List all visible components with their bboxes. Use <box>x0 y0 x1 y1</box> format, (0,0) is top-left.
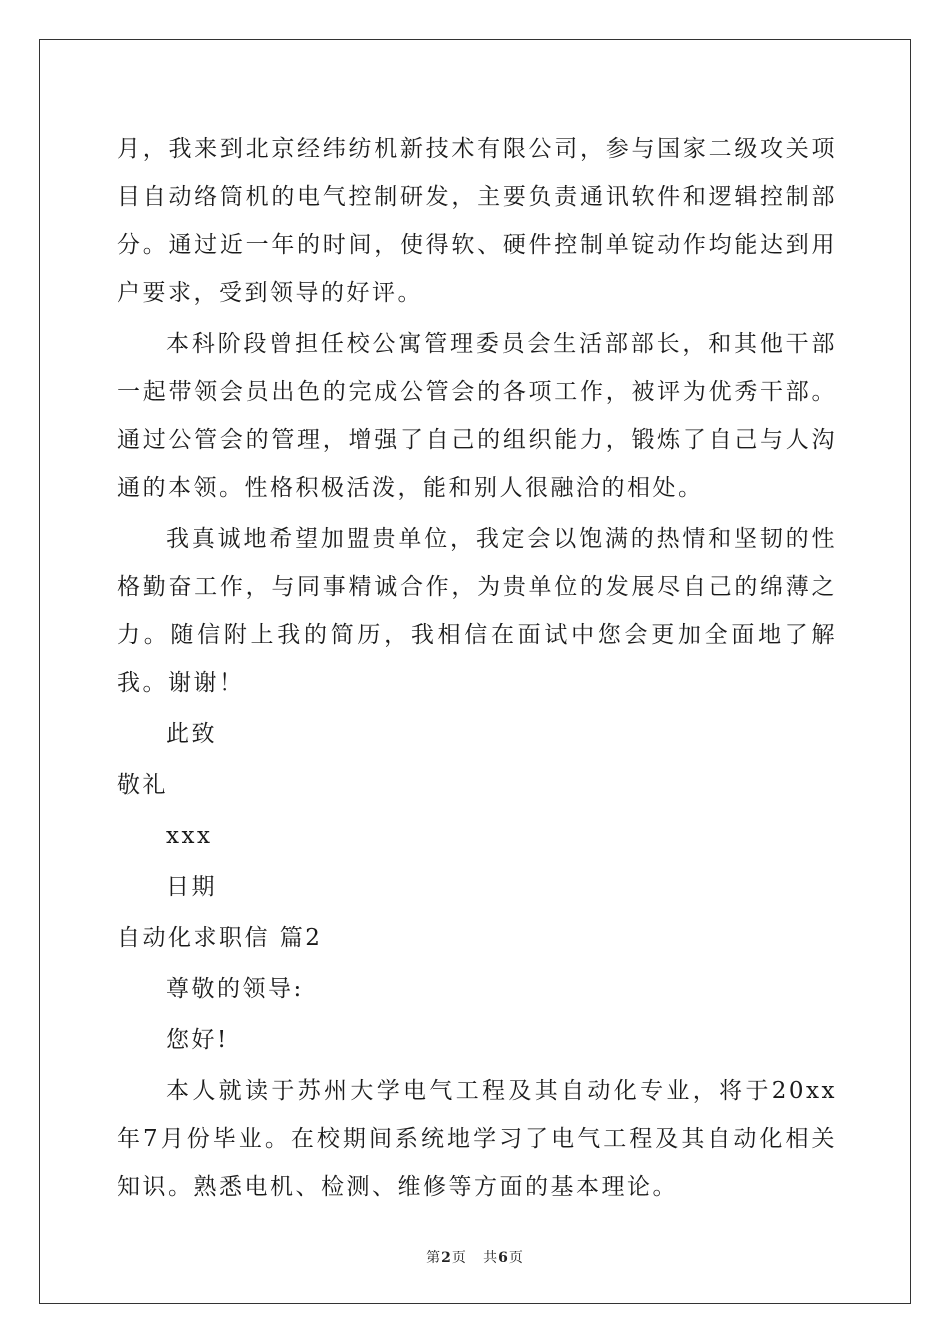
paragraph-student-leadership: 本科阶段曾担任校公寓管理委员会生活部部长，和其他干部一起带领会员出色的完成公管会的各项工作，被评为优秀干部。通过公管会的管理，增强了自己的组织能力，锻炼了自己与人沟通的本领。性格积极活泼，能和别人很融洽的相处。 <box>117 331 837 501</box>
page-footer <box>0 1247 950 1267</box>
total-suffix: 页 <box>508 1250 524 1266</box>
document-body <box>117 125 837 1214</box>
hello-line: 您好! <box>166 1027 229 1053</box>
page-suffix: 页 <box>451 1250 467 1266</box>
section-title: 自动化求职信 篇2 <box>117 925 323 951</box>
paragraph-education: 本人就读于苏州大学电气工程及其自动化专业，将于20xx年7月份毕业。在校期间系统地学习了电气工程及其自动化相关知识。熟悉电机、检测、维修等方面的基本理论。 <box>117 1078 837 1200</box>
greeting: 尊敬的领导: <box>166 976 304 1002</box>
total-pages: 6 <box>498 1250 509 1266</box>
signature-name: xxx <box>166 823 213 849</box>
paragraph-work-experience: 月，我来到北京经纬纺机新技术有限公司，参与国家二级攻关项目自动络筒机的电气控制研发，主要负责通讯软件和逻辑控制部分。通过近一年的时间，使得软、硬件控制单锭动作均能达到用户要求，受到领导的好评。 <box>117 136 837 306</box>
salutation: 敬礼 <box>117 772 168 798</box>
page-number: 2 <box>441 1250 452 1266</box>
page-prefix: 第 <box>426 1250 442 1266</box>
closing-phrase: 此致 <box>166 721 217 747</box>
signature-date: 日期 <box>166 874 217 900</box>
paragraph-application-wish: 我真诚地希望加盟贵单位，我定会以饱满的热情和坚韧的性格勤奋工作，与同事精诚合作，为贵单位的发展尽自己的绵薄之力。随信附上我的简历，我相信在面试中您会更加全面地了解我。谢谢！ <box>117 526 837 696</box>
total-prefix: 共 <box>483 1250 499 1266</box>
